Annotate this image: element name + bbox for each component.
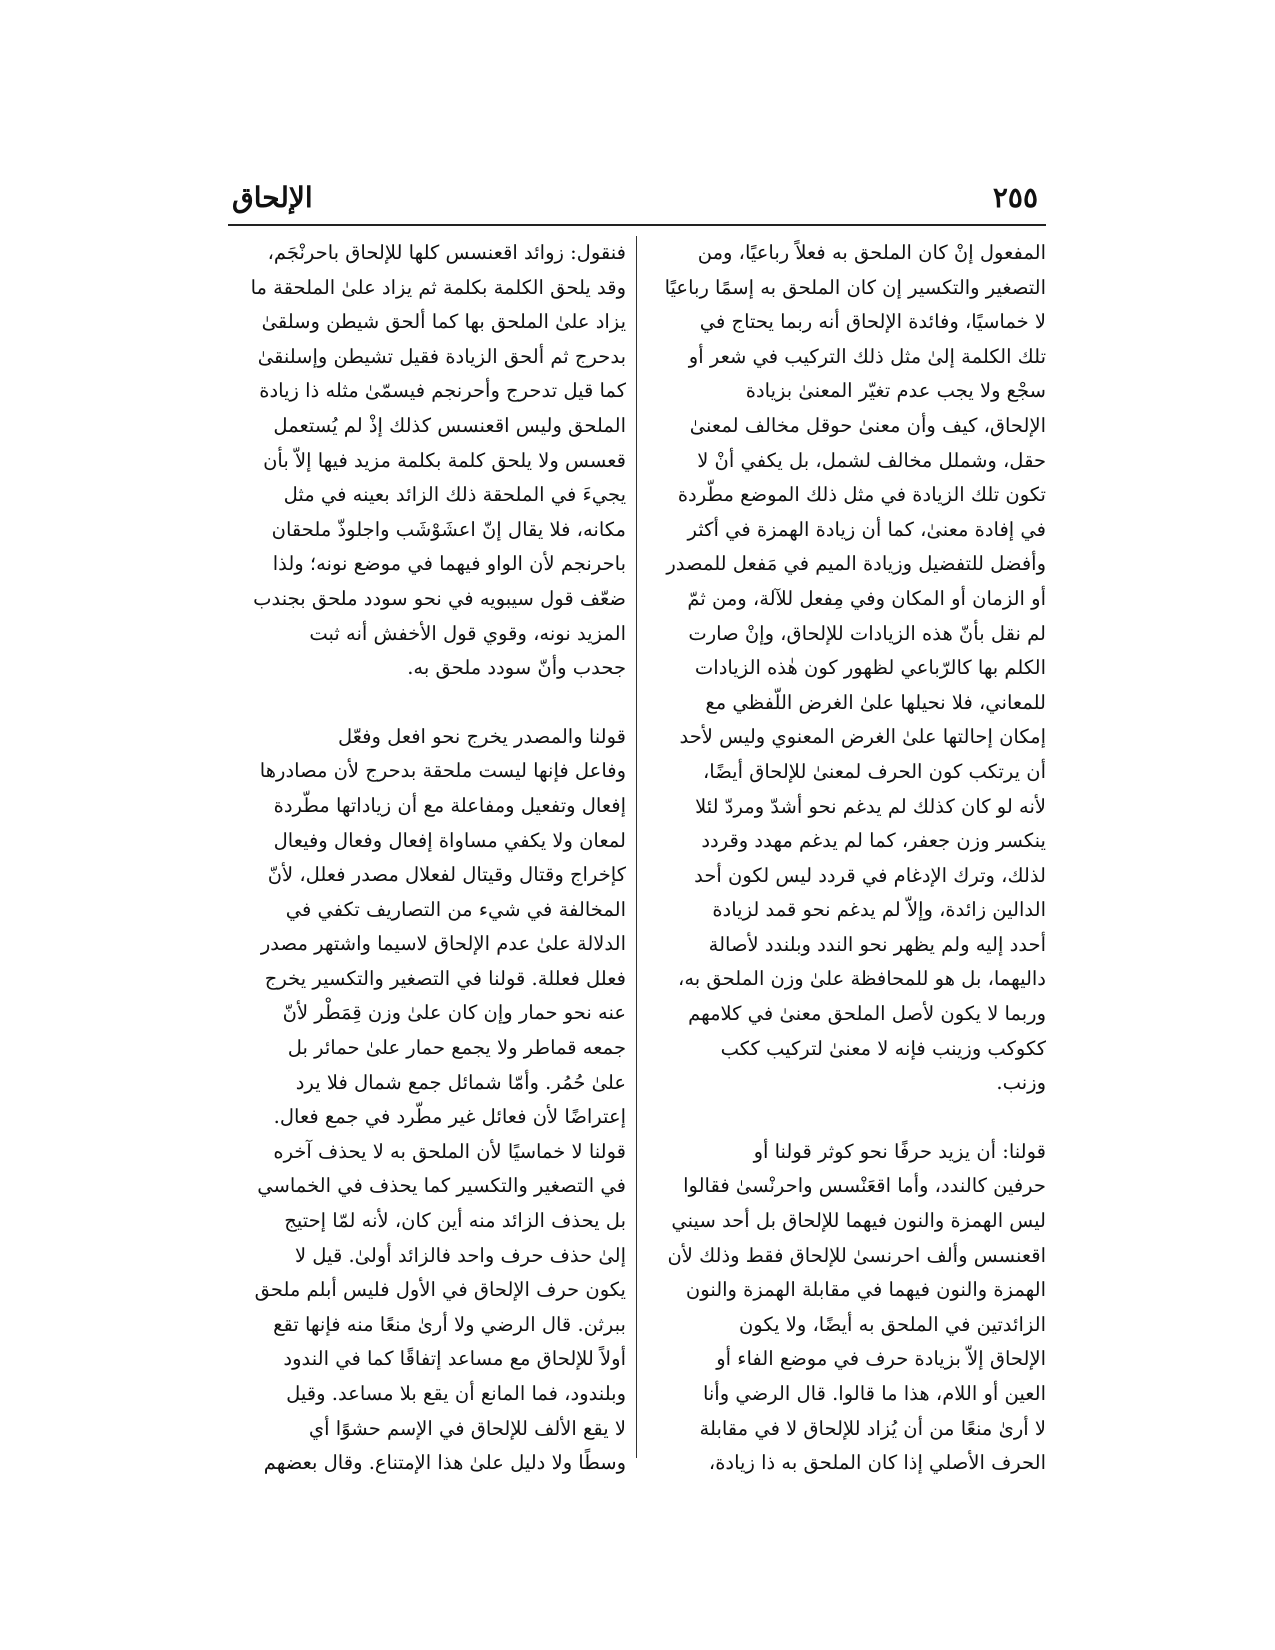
text-line: لا يقع الألف للإلحاق في الإسم حشوًا أي: [308, 1416, 626, 1440]
column-divider: [636, 236, 637, 1458]
text-line: يكون حرف الإلحاق في الأول فليس أبلم ملحق: [254, 1278, 626, 1302]
left-column: [228, 236, 626, 1475]
right-column: [648, 236, 1046, 1475]
text-columns: [228, 236, 1046, 1475]
text-line: أولاً للإلحاق مع مساعد إتفاقًا كما في الندود: [283, 1347, 626, 1371]
text-line: إمكان إحالتها علىٰ الغرض المعنوي وليس لأحد: [679, 725, 1046, 749]
text-line: لأنه لو كان كذلك لم يدغم نحو أشدّ ومردّ لئلا: [695, 794, 1046, 818]
text-line: إلىٰ حذف حرف واحد فالزائد أولىٰ. قيل لا: [294, 1243, 626, 1267]
text-line: تلك الكلمة إلىٰ مثل ذلك التركيب في شعر أو: [688, 344, 1046, 368]
text-line: ضعّف قول سيبويه في نحو سودد ملحق بجندب: [253, 586, 626, 610]
text-line: حرفين كالندد، وأما اقعَنْسس واحرنْسىٰ فقالوا: [683, 1174, 1046, 1198]
text-line: كإخراج وقتال وقيتال لفعلال مصدر فعلل، لأنّ: [267, 863, 626, 887]
text-line: وسطًا ولا دليل علىٰ هذا الإمتناع. وقال بعضهم: [263, 1451, 626, 1475]
running-title: الإلحاق: [232, 181, 313, 214]
text-line: لمعان ولا يكفي مساواة إفعال وفعال وفيعال: [273, 828, 626, 852]
text-line: باحرنجم لأن الواو فيهما في موضع نونه؛ ولذا: [272, 552, 626, 576]
text-line: علىٰ حُمُر. وأمّا شمائل جمع شمال فلا يرد: [295, 1070, 626, 1094]
text-line: فعلل فعللة. قولنا في التصغير والتكسير يخرج: [264, 966, 626, 990]
text-line: سجْع ولا يجب عدم تغيّر المعنىٰ بزيادة: [745, 379, 1046, 403]
text-line: وربما لا يكون لأصل الملحق معنىٰ في كلامهم: [688, 1002, 1046, 1026]
text-line: لا أرىٰ منعًا من أن يُزاد للإلحاق لا في مقابلة: [699, 1416, 1046, 1440]
text-line: المفعول إنْ كان الملحق به فعلاً رباعيًا، ومن: [697, 241, 1046, 264]
text-line: الحرف الأصلي إذا كان الملحق به ذا زيادة،: [708, 1451, 1046, 1475]
text-line: حقل، وشملل مخالف لشمل، بل يكفي أنْ لا: [697, 448, 1046, 472]
text-line: وزنب.: [996, 1071, 1046, 1095]
text-line: مكانه، فلا يقال إنّ اعشَوْشَب واجلوذّ ملحقان: [271, 517, 626, 541]
text-line: تكون تلك الزيادة في مثل ذلك الموضع مطّردة: [677, 483, 1046, 507]
text-line: ككوكب وزينب فإنه لا معنىٰ لتركيب ككب: [720, 1036, 1046, 1060]
text-line: المخالفة في شيء من التصاريف تكفي في: [285, 897, 626, 921]
text-line: في إفادة معنىٰ، كما أن زيادة الهمزة في أكثر: [687, 517, 1046, 541]
text-line: لذلك، وترك الإدغام في قردد ليس لكون أحد: [694, 863, 1046, 887]
text-line: لا خماسيًا، وفائدة الإلحاق أنه ربما يحتاج في: [699, 310, 1046, 334]
text-line: قعسس ولا يلحق كلمة بكلمة مزيد فيها إلاّ بأن: [263, 448, 626, 472]
text-line: قولنا: أن يزيد حرفًا نحو كوثر قولنا أو: [753, 1139, 1046, 1163]
page: [228, 178, 1046, 1475]
text-line: الهمزة والنون فيهما في مقابلة الهمزة والنون: [685, 1278, 1046, 1302]
text-line: الدالين زائدة، وإلاّ لم يدغم نحو قمد لزيادة: [712, 898, 1046, 922]
text-line: بدحرج ثم ألحق الزيادة فقيل تشيطن وإسلنقىٰ: [257, 344, 626, 368]
text-line: ينكسر وزن جعفر، كما لم يدغم مهدد وقردد: [701, 829, 1046, 853]
text-line: في التصغير والتكسير كما يحذف في الخماسي: [257, 1174, 626, 1198]
text-line: أن يرتكب كون الحرف لمعنىٰ للإلحاق أيضًا،: [703, 759, 1046, 783]
text-line: المزيد نونه، وقوي قول الأخفش أنه ثبت: [309, 621, 626, 645]
text-line: أو الزمان أو المكان وفي مِفعل للآلة، ومن ثمّ: [687, 586, 1046, 610]
page-header: [228, 178, 1046, 226]
text-line: الزائدتين في الملحق به أيضًا، ولا يكون: [738, 1312, 1046, 1336]
paragraph-gap: [228, 686, 626, 720]
text-line: داليهما، بل هو للمحافظة علىٰ وزن الملحق به،: [678, 967, 1046, 991]
text-line: التصغير والتكسير إن كان الملحق به إسمًا رباعيًا: [664, 275, 1046, 299]
text-line: عنه نحو حمار وإن كان علىٰ وزن قِمَطْر لأنّ: [282, 1001, 626, 1025]
text-line: قولنا لا خماسيًا لأن الملحق به لا يحذف آخره: [273, 1139, 626, 1163]
text-line: الدلالة علىٰ عدم الإلحاق لاسيما واشتهر مصدر: [260, 932, 626, 956]
text-line: وبلندود، فما المانع أن يقع بلا مساعد. وقيل: [286, 1382, 626, 1405]
text-line: إفعال وتفعيل ومفاعلة مع أن زياداتها مطّردة: [273, 793, 626, 817]
text-line: لم نقل بأنّ هذه الزيادات للإلحاق، وإنْ صارت: [688, 621, 1046, 645]
page-number: ٢٥٥: [992, 181, 1038, 214]
text-line: للمعاني، فلا نحيلها علىٰ الغرض اللّفظي مع: [705, 690, 1046, 714]
text-line: الكلم بها كالرّباعي لظهور كون هٰذه الزيادات: [694, 656, 1046, 680]
text-line: إعتراضًا لأن فعائل غير مطّرد في جمع فعال.: [273, 1105, 626, 1129]
text-line: وفاعل فإنها ليست ملحقة بدحرج لأن مصادرها: [259, 759, 626, 783]
text-line: جمعه قماطر ولا يجمع حمار علىٰ حمائر بل: [287, 1036, 626, 1060]
text-line: جحدب وأنّ سودد ملحق به.: [407, 656, 626, 680]
text-line: الملحق وليس اقعنسس كذلك إذْ لم يُستعمل: [273, 413, 626, 437]
text-line: قولنا والمصدر يخرج نحو افعل وفعّل: [337, 724, 626, 748]
text-line: ليس الهمزة والنون فيهما للإلحاق بل أحد سيني: [671, 1209, 1046, 1233]
text-line: بل يحذف الزائد منه أين كان، لأنه لمّا إحتيج: [284, 1209, 626, 1233]
paragraph-gap: [648, 1101, 1046, 1135]
text-line: يجيءَ في الملحقة ذلك الزائد بعينه في مثل: [283, 483, 626, 507]
text-line: الإلحاق إلاّ بزيادة حرف في موضع الفاء أو: [716, 1347, 1046, 1371]
text-line: وقد يلحق الكلمة بكلمة ثم يزاد علىٰ الملحقة ما: [250, 275, 626, 299]
text-line: يزاد علىٰ الملحق بها كما ألحق شيطن وسلقىٰ: [261, 310, 626, 334]
text-line: اقعنسس وألف احرنسىٰ للإلحاق فقط وذلك لأن: [667, 1243, 1046, 1267]
text-line: أحدد إليه ولم يظهر نحو الندد وبلندد لأصالة: [708, 932, 1046, 956]
text-line: فنقول: زوائد اقعنسس كلها للإلحاق باحرنْجَم،: [267, 241, 626, 264]
text-line: العين أو اللام، هذا ما قالوا. قال الرضي وأنا: [702, 1382, 1046, 1405]
text-line: وأفضل للتفضيل وزيادة الميم في مَفعل للمصدر: [666, 552, 1046, 576]
text-line: الإلحاق، كيف وأن معنىٰ حوقل مخالف لمعنىٰ: [689, 413, 1046, 437]
text-line: ببرثن. قال الرضي ولا أرىٰ منعًا منه فإنها تقع: [273, 1312, 626, 1336]
text-line: كما قيل تدحرج وأحرنجم فيسمّىٰ مثله ذا زيادة: [259, 379, 626, 403]
